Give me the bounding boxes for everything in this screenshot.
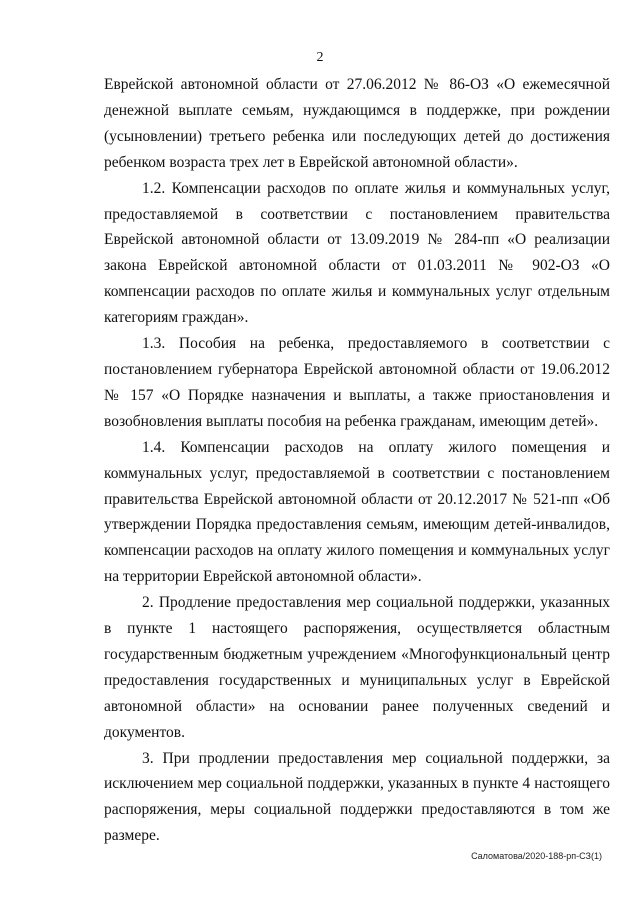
page-number: 2 [316,50,324,65]
paragraph-1-3: 1.3. Пособия на ребенка, предоставляемого в соответствии с постановлением губернатора Еврейской автономной области от 19.06.2012 № 157 «О Порядке назначения и выплаты, а также приостановления и возобновления выплаты пособия на ребенка гражданам, имеющим детей». [104,335,610,430]
paragraph-3: 3. При продлении предоставления мер социальной поддержки, за исключением мер социальной поддержки, указанных в пункте 4 настоящего распоряжения, меры социальной поддержки предоставляются в том же размере. [104,749,610,845]
document-footer-code: Саломатова/2020-188-рп-СЗ(1) [471,851,602,861]
paragraph-1-4: 1.4. Компенсации расходов на оплату жилого помещения и коммунальных услуг, предоставляемой в соответствии с постановлением правительства Еврейской автономной области от 20.12.2017 № 521-пп «Об утверждении Порядка предоставления семьям, имеющим детей-инвалидов, компенсации расходов на оплату жилого помещения и коммунальных услуг на территории Еврейской автономной области». [104,438,610,586]
paragraph-2: 2. Продление предоставления мер социальной поддержки, указанных в пункте 1 настоящего распоряжения, осуществляется областным государственным бюджетным учреждением «Многофункциональный центр предоставления государственных и муниципальных услуг в Еврейской автономной области» на основании ранее полученных сведений и документов. [104,594,610,741]
document-body [104,72,610,849]
paragraph-1-2: 1.2. Компенсации расходов по оплате жилья и коммунальных услуг, предоставляемой в соответствии с постановлением правительства Еврейской автономной области от 13.09.2019 № 284-пп «О реализации закона Еврейской автономной области от 01.03.2011 № 902-ОЗ «О компенсации расходов по оплате жилья и коммунальных услуг отдельным категориям граждан». [104,179,610,327]
paragraph-continuation: Еврейской автономной области от 27.06.2012 № 86-ОЗ «О ежемесячной денежной выплате семьям, нуждающимся в поддержке, при рождении (усыновлении) третьего ребенка или последующих детей до достижения ребенком возраста трех лет в Еврейской автономной области». [104,76,610,171]
